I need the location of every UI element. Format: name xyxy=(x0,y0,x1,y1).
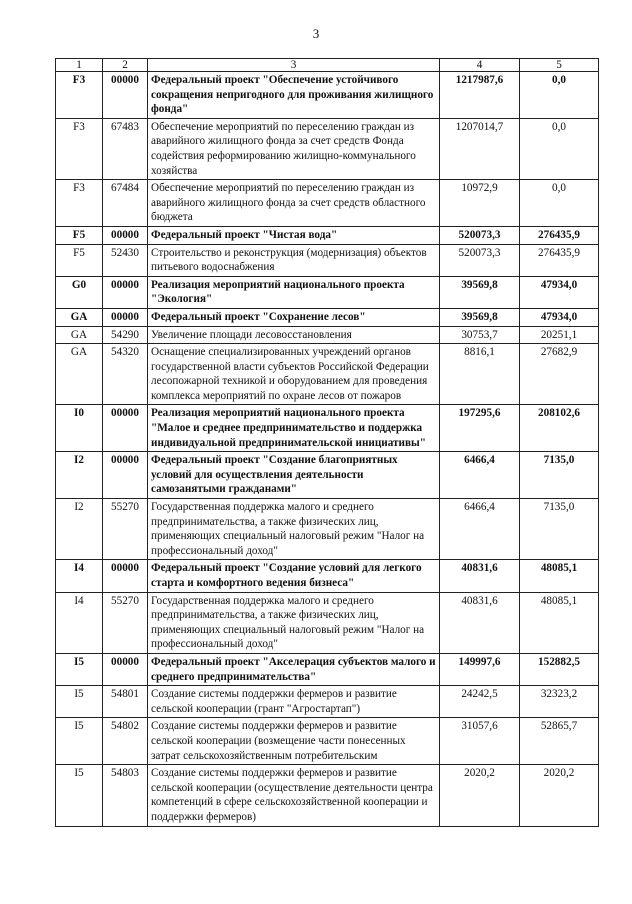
table-cell-c4: 1207014,7 xyxy=(440,118,520,179)
table-cell-c3: Создание системы поддержки фермеров и развитие сельской кооперации (осуществление деятельности центра компетенций в сфере сельскохозяйственной кооперации и поддержки фермеров) xyxy=(148,765,440,826)
column-header: 1 xyxy=(56,59,103,72)
table-cell-c2: 54320 xyxy=(103,344,148,405)
table-cell-c1: I2 xyxy=(56,499,103,560)
page-number: 3 xyxy=(312,26,320,41)
table-cell-c4: 31057,6 xyxy=(440,718,520,765)
table-header-row xyxy=(56,59,599,72)
table-cell-c5: 0,0 xyxy=(520,72,599,119)
table-cell-c3: Федеральный проект "Обеспечение устойчивого сокращения непригодного для проживания жилищного фонда" xyxy=(148,72,440,119)
table-cell-c1: I4 xyxy=(56,592,103,653)
table-cell-c1: GA xyxy=(56,308,103,326)
table-cell-c4: 24242,5 xyxy=(440,686,520,718)
table-cell-c1: F5 xyxy=(56,226,103,244)
table-row xyxy=(56,344,599,405)
table-cell-c5: 20251,1 xyxy=(520,326,599,344)
table-cell-c1: F3 xyxy=(56,180,103,227)
table-cell-c5: 7135,0 xyxy=(520,452,599,499)
table-row xyxy=(56,560,599,592)
table-row xyxy=(56,765,599,826)
table-cell-c2: 54290 xyxy=(103,326,148,344)
table-cell-c5: 152882,5 xyxy=(520,653,599,685)
table-cell-c4: 39569,8 xyxy=(440,308,520,326)
table-cell-c2: 54803 xyxy=(103,765,148,826)
table-cell-c3: Реализация мероприятий национального проекта "Малое и среднее предпринимательство и поддержка индивидуальной предпринимательской инициативы" xyxy=(148,405,440,452)
table-cell-c3: Государственная поддержка малого и среднего предпринимательства, а также физических лиц, применяющих специальный налоговый режим "Налог на профессиональный доход" xyxy=(148,592,440,653)
table-cell-c2: 54802 xyxy=(103,718,148,765)
table-row xyxy=(56,244,599,276)
table-cell-c3: Федеральный проект "Чистая вода" xyxy=(148,226,440,244)
column-header: 5 xyxy=(520,59,599,72)
table-cell-c3: Увеличение площади лесовосстановления xyxy=(148,326,440,344)
column-header: 2 xyxy=(103,59,148,72)
table-cell-c1: GA xyxy=(56,326,103,344)
table-cell-c3: Государственная поддержка малого и среднего предпринимательства, а также физических лиц, применяющих специальный налоговый режим "Налог на профессиональный доход" xyxy=(148,499,440,560)
table-cell-c5: 0,0 xyxy=(520,180,599,227)
table-cell-c4: 197295,6 xyxy=(440,405,520,452)
table-row xyxy=(56,592,599,653)
table-cell-c3: Реализация мероприятий национального проекта "Экология" xyxy=(148,276,440,308)
table-cell-c3: Федеральный проект "Акселерация субъектов малого и среднего предпринимательства" xyxy=(148,653,440,685)
table-row xyxy=(56,405,599,452)
table-cell-c4: 8816,1 xyxy=(440,344,520,405)
table-cell-c2: 55270 xyxy=(103,592,148,653)
table-cell-c3: Строительство и реконструкция (модернизация) объектов питьевого водоснабжения xyxy=(148,244,440,276)
table-cell-c2: 00000 xyxy=(103,405,148,452)
table-cell-c1: I0 xyxy=(56,405,103,452)
table-cell-c4: 520073,3 xyxy=(440,226,520,244)
table-cell-c4: 6466,4 xyxy=(440,452,520,499)
table-cell-c5: 32323,2 xyxy=(520,686,599,718)
table-row xyxy=(56,118,599,179)
table-cell-c2: 00000 xyxy=(103,308,148,326)
table-cell-c5: 208102,6 xyxy=(520,405,599,452)
table-cell-c1: G0 xyxy=(56,276,103,308)
table-cell-c1: F3 xyxy=(56,118,103,179)
table-cell-c1: I2 xyxy=(56,452,103,499)
table-cell-c1: I4 xyxy=(56,560,103,592)
table-cell-c2: 00000 xyxy=(103,72,148,119)
table-cell-c3: Создание системы поддержки фермеров и развитие сельской кооперации (возмещение части понесенных затрат сельскохозяйственным потребительским xyxy=(148,718,440,765)
table-cell-c5: 47934,0 xyxy=(520,308,599,326)
table-cell-c1: I5 xyxy=(56,653,103,685)
table-cell-c5: 47934,0 xyxy=(520,276,599,308)
table-cell-c4: 520073,3 xyxy=(440,244,520,276)
table-row xyxy=(56,452,599,499)
table-cell-c4: 39569,8 xyxy=(440,276,520,308)
table-cell-c3: Федеральный проект "Сохранение лесов" xyxy=(148,308,440,326)
table-cell-c3: Федеральный проект "Создание благоприятных условий для осуществления деятельности самозанятыми гражданами" xyxy=(148,452,440,499)
table-row xyxy=(56,308,599,326)
table-cell-c2: 00000 xyxy=(103,653,148,685)
table-cell-c2: 00000 xyxy=(103,226,148,244)
column-header: 4 xyxy=(440,59,520,72)
table-cell-c2: 00000 xyxy=(103,276,148,308)
table-cell-c2: 00000 xyxy=(103,452,148,499)
table-row xyxy=(56,653,599,685)
budget-table xyxy=(55,58,599,827)
table-cell-c2: 67483 xyxy=(103,118,148,179)
table-cell-c3: Оснащение специализированных учреждений органов государственной власти субъектов Российской Федерации лесопожарной техникой и оборудованием для проведения комплекса мероприятий по охране лесов от пожаров xyxy=(148,344,440,405)
table-cell-c4: 1217987,6 xyxy=(440,72,520,119)
table-cell-c5: 276435,9 xyxy=(520,226,599,244)
table-row xyxy=(56,686,599,718)
table-cell-c5: 276435,9 xyxy=(520,244,599,276)
table-row xyxy=(56,326,599,344)
table-row xyxy=(56,180,599,227)
table-cell-c3: Федеральный проект "Создание условий для легкого старта и комфортного ведения бизнеса" xyxy=(148,560,440,592)
table-cell-c1: I5 xyxy=(56,686,103,718)
table-cell-c5: 52865,7 xyxy=(520,718,599,765)
table-cell-c5: 0,0 xyxy=(520,118,599,179)
table-cell-c1: GA xyxy=(56,344,103,405)
table-row xyxy=(56,499,599,560)
column-header: 3 xyxy=(148,59,440,72)
table-cell-c2: 55270 xyxy=(103,499,148,560)
table-cell-c5: 27682,9 xyxy=(520,344,599,405)
table-cell-c2: 52430 xyxy=(103,244,148,276)
table-cell-c5: 48085,1 xyxy=(520,592,599,653)
table-cell-c5: 2020,2 xyxy=(520,765,599,826)
table-cell-c2: 00000 xyxy=(103,560,148,592)
table-cell-c4: 30753,7 xyxy=(440,326,520,344)
table-cell-c1: I5 xyxy=(56,765,103,826)
table-cell-c1: F5 xyxy=(56,244,103,276)
table-cell-c5: 48085,1 xyxy=(520,560,599,592)
table-row xyxy=(56,72,599,119)
table-cell-c3: Обеспечение мероприятий по переселению граждан из аварийного жилищного фонда за счет средств Фонда содействия реформированию жилищно-коммунального хозяйства xyxy=(148,118,440,179)
table-cell-c3: Обеспечение мероприятий по переселению граждан из аварийного жилищного фонда за счет средств областного бюджета xyxy=(148,180,440,227)
table-cell-c1: F3 xyxy=(56,72,103,119)
table-cell-c1: I5 xyxy=(56,718,103,765)
table-cell-c5: 7135,0 xyxy=(520,499,599,560)
table-cell-c4: 149997,6 xyxy=(440,653,520,685)
table-cell-c4: 10972,9 xyxy=(440,180,520,227)
table-cell-c4: 40831,6 xyxy=(440,560,520,592)
table-cell-c4: 6466,4 xyxy=(440,499,520,560)
table-cell-c2: 67484 xyxy=(103,180,148,227)
table-cell-c4: 40831,6 xyxy=(440,592,520,653)
table-row xyxy=(56,718,599,765)
table-cell-c4: 2020,2 xyxy=(440,765,520,826)
table-row xyxy=(56,276,599,308)
table-row xyxy=(56,226,599,244)
table-cell-c2: 54801 xyxy=(103,686,148,718)
table-cell-c3: Создание системы поддержки фермеров и развитие сельской кооперации (грант "Агростартап") xyxy=(148,686,440,718)
